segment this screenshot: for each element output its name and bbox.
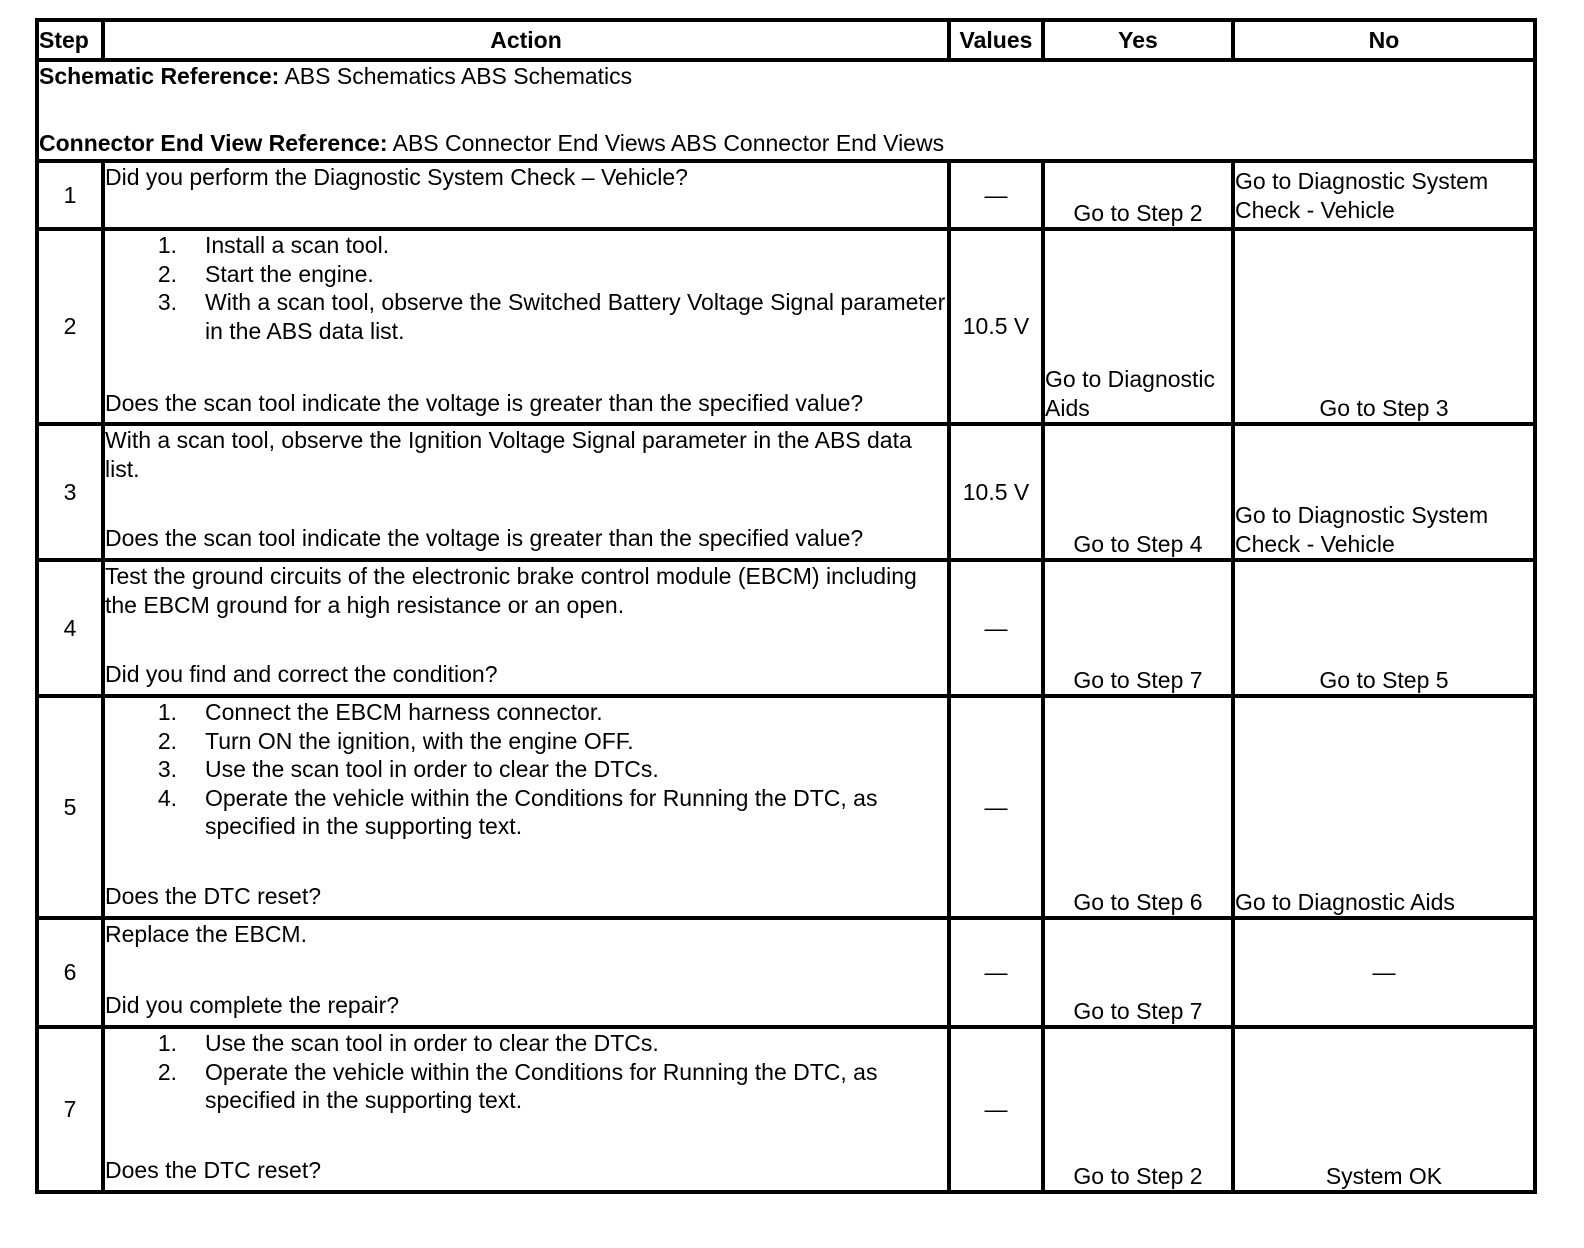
yes-cell: Go to Diagnostic Aids bbox=[1043, 229, 1233, 424]
action-question: Did you complete the repair? bbox=[105, 991, 400, 1018]
action-cell bbox=[103, 161, 949, 229]
value-cell: — bbox=[949, 161, 1043, 229]
diagnostic-table bbox=[35, 18, 1537, 1194]
action-cell bbox=[103, 918, 949, 1027]
connector-reference-label: Connector End View Reference: bbox=[39, 129, 388, 156]
action-cell bbox=[103, 1027, 949, 1192]
action-question: Did you find and correct the condition? bbox=[105, 660, 498, 687]
value-cell: — bbox=[949, 696, 1043, 918]
no-cell: System OK bbox=[1233, 1027, 1535, 1192]
table-row bbox=[37, 918, 1535, 1027]
step-number: 1 bbox=[37, 161, 103, 229]
header-step: Step bbox=[37, 20, 103, 60]
list-item: 4. Operate the vehicle within the Conditions for Running the DTC, as specified in the supporting text. bbox=[157, 784, 878, 839]
schematic-reference-text: ABS Schematics ABS Schematics bbox=[279, 63, 633, 89]
yes-cell: Go to Step 7 bbox=[1043, 918, 1233, 1027]
list-item: 2. Operate the vehicle within the Conditions for Running the DTC, as specified in the supporting text. bbox=[157, 1058, 878, 1113]
table-row bbox=[37, 229, 1535, 424]
no-cell: Go to Diagnostic System Check - Vehicle bbox=[1233, 161, 1535, 229]
list-item: 3. With a scan tool, observe the Switched Battery Voltage Signal parameter in the ABS data list. bbox=[157, 289, 946, 344]
action-list bbox=[105, 231, 947, 345]
schematic-reference-label: Schematic Reference: bbox=[39, 63, 280, 89]
yes-cell: Go to Step 2 bbox=[1043, 1027, 1233, 1192]
action-cell bbox=[103, 424, 949, 560]
action-text: Replace the EBCM. bbox=[105, 921, 307, 947]
value-cell: 10.5 V bbox=[949, 229, 1043, 424]
no-cell: Go to Diagnostic System Check - Vehicle bbox=[1233, 424, 1535, 560]
action-question: Does the DTC reset? bbox=[105, 882, 322, 909]
action-text: Test the ground circuits of the electronic brake control module (EBCM) including the EBCM ground for a high resistance or an open. bbox=[105, 563, 917, 618]
table-row bbox=[37, 560, 1535, 696]
header-action: Action bbox=[103, 20, 949, 60]
no-cell: Go to Step 5 bbox=[1233, 560, 1535, 696]
connector-reference-text: ABS Connector End Views ABS Connector End Views bbox=[387, 129, 945, 156]
value-cell: — bbox=[949, 918, 1043, 1027]
action-list bbox=[105, 698, 947, 841]
header-no: No bbox=[1233, 20, 1535, 60]
step-number: 4 bbox=[37, 560, 103, 696]
yes-cell: Go to Step 6 bbox=[1043, 696, 1233, 918]
connector-reference bbox=[39, 129, 1533, 158]
step-number: 2 bbox=[37, 229, 103, 424]
reference-row bbox=[37, 60, 1535, 161]
step-number: 3 bbox=[37, 424, 103, 560]
step-number: 5 bbox=[37, 696, 103, 918]
list-item: 2. Start the engine. bbox=[157, 260, 374, 287]
header-values: Values bbox=[949, 20, 1043, 60]
action-cell bbox=[103, 229, 949, 424]
step-number: 7 bbox=[37, 1027, 103, 1192]
yes-cell: Go to Step 2 bbox=[1043, 161, 1233, 229]
action-question: Does the DTC reset? bbox=[105, 1156, 322, 1183]
list-item: 1. Install a scan tool. bbox=[157, 232, 390, 258]
table-row bbox=[37, 424, 1535, 560]
yes-cell: Go to Step 7 bbox=[1043, 560, 1233, 696]
action-text: Did you perform the Diagnostic System Check – Vehicle? bbox=[105, 164, 688, 190]
table-row bbox=[37, 1027, 1535, 1192]
yes-cell: Go to Step 4 bbox=[1043, 424, 1233, 560]
table-row bbox=[37, 161, 1535, 229]
header-row bbox=[37, 20, 1535, 60]
action-cell bbox=[103, 696, 949, 918]
action-cell bbox=[103, 560, 949, 696]
action-question: Does the scan tool indicate the voltage is greater than the specified value? bbox=[105, 524, 864, 551]
no-cell: — bbox=[1233, 918, 1535, 1027]
action-list bbox=[105, 1029, 947, 1115]
action-text: With a scan tool, observe the Ignition Voltage Signal parameter in the ABS data list. bbox=[105, 427, 912, 482]
step-number: 6 bbox=[37, 918, 103, 1027]
list-item: 2. Turn ON the ignition, with the engine OFF. bbox=[157, 727, 634, 754]
value-cell: — bbox=[949, 560, 1043, 696]
header-yes: Yes bbox=[1043, 20, 1233, 60]
action-question: Does the scan tool indicate the voltage is greater than the specified value? bbox=[105, 389, 864, 416]
value-cell: 10.5 V bbox=[949, 424, 1043, 560]
list-item: 3. Use the scan tool in order to clear the DTCs. bbox=[157, 756, 659, 782]
table-row bbox=[37, 696, 1535, 918]
value-cell: — bbox=[949, 1027, 1043, 1192]
no-cell: Go to Step 3 bbox=[1233, 229, 1535, 424]
list-item: 1. Use the scan tool in order to clear the DTCs. bbox=[157, 1030, 659, 1056]
no-cell: Go to Diagnostic Aids bbox=[1233, 696, 1535, 918]
list-item: 1. Connect the EBCM harness connector. bbox=[157, 699, 603, 725]
schematic-reference bbox=[39, 62, 1533, 91]
reference-cell bbox=[37, 60, 1535, 161]
